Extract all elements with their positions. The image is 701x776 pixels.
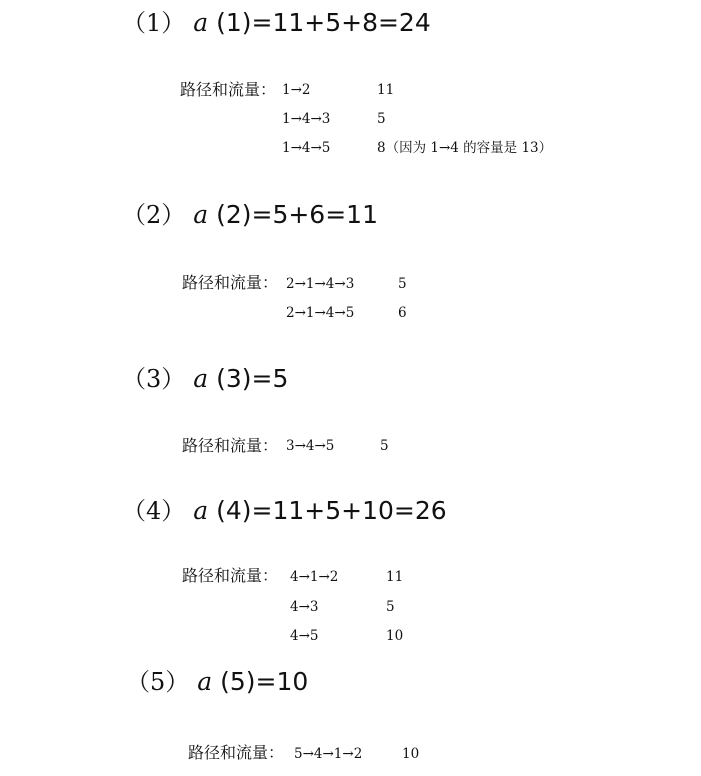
section-3-row-1-path: 3→4→5 bbox=[286, 438, 335, 454]
section-4-variable: a bbox=[193, 496, 209, 525]
section-4-expression: (4)=11+5+10=26 bbox=[216, 496, 447, 525]
section-1-number: （1） bbox=[122, 9, 186, 37]
section-2-expression: (2)=5+6=11 bbox=[216, 200, 378, 229]
section-5-label: 路径和流量： bbox=[188, 743, 285, 762]
section-2-row-2-flow: 6 bbox=[398, 305, 407, 321]
section-2-row-1-path: 2→1→4→3 bbox=[286, 276, 355, 292]
section-4-row-1-path: 4→1→2 bbox=[290, 569, 339, 585]
section-2-number: （2） bbox=[122, 201, 186, 229]
section-3-heading bbox=[122, 364, 288, 394]
section-5-heading bbox=[126, 667, 308, 697]
section-3-number: （3） bbox=[122, 365, 186, 393]
section-1-row-1-flow: 11 bbox=[377, 82, 395, 98]
section-4-row-3-flow: 10 bbox=[386, 628, 404, 644]
section-1-variable: a bbox=[193, 8, 209, 37]
section-5-row-1-path: 5→4→1→2 bbox=[294, 746, 363, 762]
section-1-heading bbox=[122, 8, 431, 38]
section-2-row-1-flow: 5 bbox=[398, 276, 407, 292]
section-1-row-2-flow: 5 bbox=[377, 111, 386, 127]
section-4-label: 路径和流量： bbox=[182, 566, 279, 585]
section-1-row-3-path: 1→4→5 bbox=[282, 140, 331, 156]
section-4-heading bbox=[122, 496, 447, 526]
section-1-expression: (1)=11+5+8=24 bbox=[216, 8, 431, 37]
section-1-row-3-flow: 8（因为 1→4 的容量是 13） bbox=[377, 140, 553, 156]
section-1-row-1-path: 1→2 bbox=[282, 82, 311, 98]
section-5-row-1-flow: 10 bbox=[402, 746, 420, 762]
section-1-label: 路径和流量： bbox=[180, 80, 277, 99]
section-1-row-2-path: 1→4→3 bbox=[282, 111, 331, 127]
section-4-row-3-path: 4→5 bbox=[290, 628, 319, 644]
section-2-row-2-path: 2→1→4→5 bbox=[286, 305, 355, 321]
section-3-variable: a bbox=[193, 364, 209, 393]
section-2-variable: a bbox=[193, 200, 209, 229]
section-4-row-2-path: 4→3 bbox=[290, 599, 319, 615]
section-2-heading bbox=[122, 200, 378, 230]
section-2-label: 路径和流量： bbox=[182, 273, 279, 292]
section-5-variable: a bbox=[197, 667, 213, 696]
section-5-expression: (5)=10 bbox=[220, 667, 309, 696]
section-3-row-1-flow: 5 bbox=[380, 438, 389, 454]
section-5-number: （5） bbox=[126, 668, 190, 696]
section-4-row-2-flow: 5 bbox=[386, 599, 395, 615]
section-3-expression: (3)=5 bbox=[216, 364, 289, 393]
section-3-label: 路径和流量： bbox=[182, 436, 279, 455]
section-4-number: （4） bbox=[122, 497, 186, 525]
section-4-row-1-flow: 11 bbox=[386, 569, 404, 585]
